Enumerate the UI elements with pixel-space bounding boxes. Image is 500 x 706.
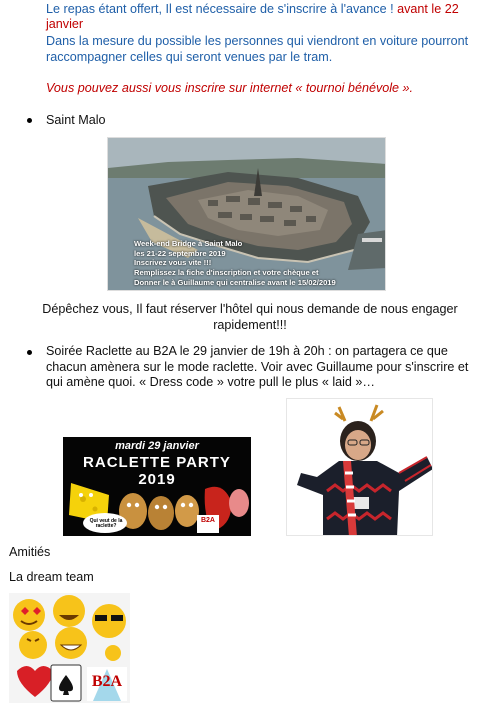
hotel-note-line2: rapidement!!!	[213, 318, 287, 332]
meal-note-line	[46, 2, 459, 17]
emoji-collage-image	[9, 593, 130, 703]
carpool-note-line1: Dans la mesure du possible les personnes qui viendront en voiture pourront	[46, 34, 469, 48]
bullet-saint-malo	[27, 118, 32, 123]
photo-caption-line1: Week-end Bridge à Saint Malo	[134, 239, 243, 248]
poster-title: RACLETTE PARTY 2019	[83, 454, 231, 488]
photo-caption-line3: Inscrivez vous vite !!!	[134, 258, 212, 267]
raclette-line1: Soirée Raclette au B2A le 29 janvier de 19h à 20h : on partagera ce que	[46, 344, 448, 358]
saint-malo-photo	[107, 137, 386, 291]
photo-caption-line2: les 21-22 septembre 2019	[134, 249, 226, 258]
deadline-text-continued: janvier	[46, 17, 84, 31]
ugly-sweater-photo	[286, 398, 433, 536]
amities-text: Amitiés	[9, 545, 51, 559]
collage-b2a-logo: B2A	[91, 673, 123, 690]
poster-speech-bubble: Qui veut de la raclette?	[89, 518, 123, 529]
signature-text: La dream team	[9, 570, 94, 584]
raclette-party-poster	[63, 437, 251, 536]
photo-caption-line5: Donner le à Guillaume qui centralise avant le 15/02/2019	[134, 278, 336, 287]
internet-registration-note: Vous pouvez aussi vous inscrire sur internet « tournoi bénévole ».	[46, 81, 414, 95]
meal-note-text: Le repas étant offert, Il est nécessaire de s'inscrire à l'avance !	[46, 2, 398, 16]
carpool-note-line2: raccompagner celles qui seront venues par le tram.	[46, 50, 333, 64]
bullet-raclette	[27, 350, 32, 355]
photo-caption-line4: Remplissez la fiche d'inscription et votre chèque et	[134, 268, 319, 277]
raclette-line3: qui amène quoi. « Dress code » votre pull le plus « laid »…	[46, 375, 376, 389]
raclette-line2: chacun amènera sur le mode raclette. Voir avec Guillaume pour s'inscrire et	[46, 360, 469, 374]
poster-b2a-logo: B2A	[200, 517, 215, 524]
person-in-christmas-sweater-image	[287, 399, 433, 536]
saint-malo-label: Saint Malo	[46, 113, 106, 127]
poster-date: mardi 29 janvier	[115, 440, 199, 452]
hotel-note-line1: Dépêchez vous, Il faut réserver l'hôtel qui nous demande de nous engager	[42, 302, 458, 316]
deadline-text: avant le 22	[397, 2, 459, 16]
